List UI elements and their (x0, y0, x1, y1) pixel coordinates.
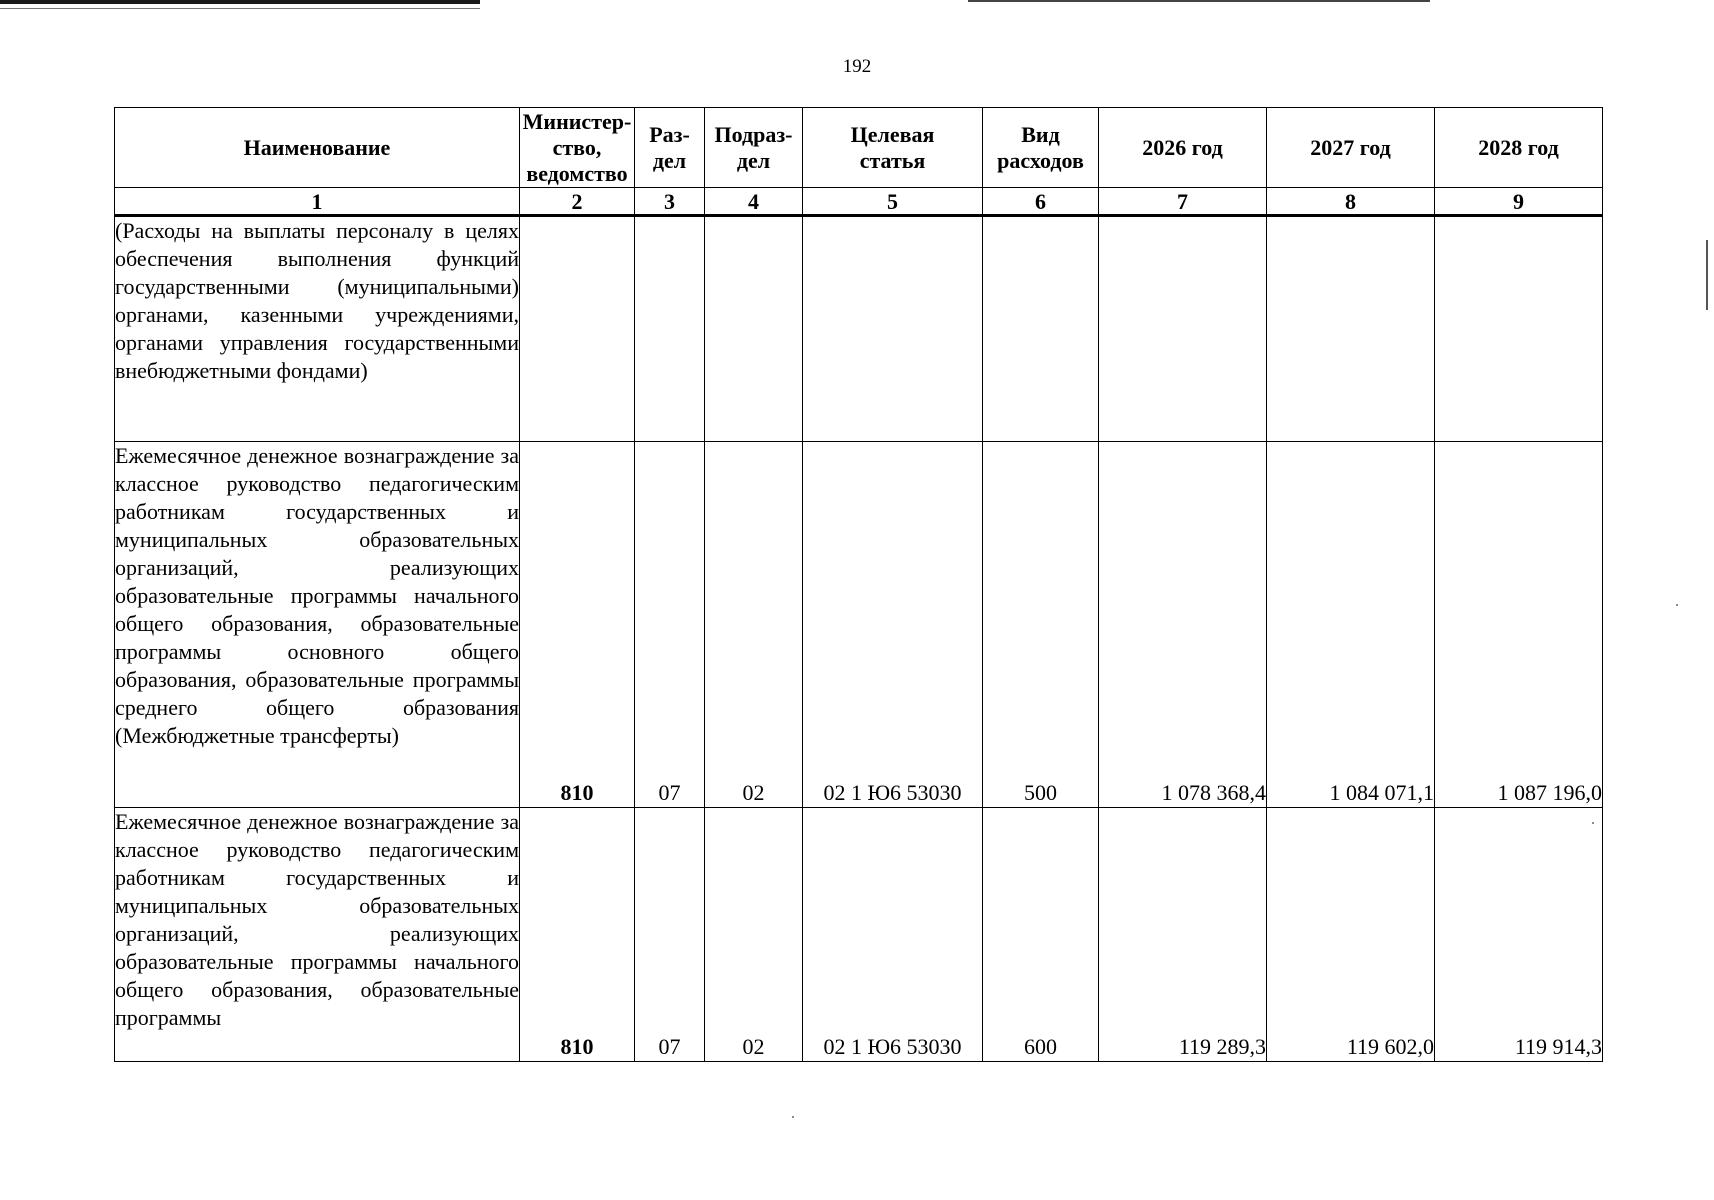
row-2026 (1099, 216, 1267, 442)
row-expense-type: 600 (983, 808, 1099, 1062)
row-section: 07 (635, 442, 705, 808)
column-number: 2 (520, 188, 635, 216)
table-header-row (115, 108, 1603, 188)
column-number: 8 (1267, 188, 1435, 216)
header-section: Раз-дел (635, 108, 705, 188)
header-subsection: Подраз-дел (705, 108, 803, 188)
column-number-row (115, 188, 1603, 216)
row-2026: 1 078 368,4 (1099, 442, 1267, 808)
row-2026: 119 289,3 (1099, 808, 1267, 1062)
header-target: Целевая статья (803, 108, 983, 188)
row-target: 02 1 Ю6 53030 (803, 808, 983, 1062)
row-subsection: 02 (705, 808, 803, 1062)
row-subsection: 02 (705, 442, 803, 808)
row-2027 (1267, 216, 1435, 442)
column-number: 9 (1435, 188, 1603, 216)
table-row (115, 808, 1603, 1062)
row-subsection (705, 216, 803, 442)
column-number: 4 (705, 188, 803, 216)
row-ministry (520, 216, 635, 442)
scan-edge-line (0, 8, 480, 9)
column-number: 6 (983, 188, 1099, 216)
row-name-cell (115, 808, 520, 1062)
row-name: Ежемесячное денежное вознаграждение за классное руководство педагогическим работникам государственных и муниципальных образовательных организаций, реализующих образовательные программы начального общего образования, образовательные программы (115, 809, 519, 1030)
row-2027: 119 602,0 (1267, 808, 1435, 1062)
row-expense-type (983, 216, 1099, 442)
row-expense-type: 500 (983, 442, 1099, 808)
page-number: 192 (842, 56, 872, 77)
row-name: Ежемесячное денежное вознаграждение за классное руководство педагогическим работникам государственных и муниципальных образовательных организаций, реализующих образовательные программы начального общего образования, образовательные программы основного общего образования, образовательные программы среднего общего образования (Межбюджетные трансферты) (115, 442, 520, 808)
header-ministry: Министер-ство, ведомство (520, 108, 635, 188)
budget-table (114, 107, 1603, 1062)
table-row (115, 216, 1603, 442)
row-2027: 1 084 071,1 (1267, 442, 1435, 808)
row-section: 07 (635, 808, 705, 1062)
scan-edge-line (0, 0, 480, 4)
row-2028: 119 914,3 (1435, 808, 1603, 1062)
scan-speck (792, 1116, 794, 1118)
row-name: (Расходы на выплаты персоналу в целях обеспечения выполнения функций государственными (муниципальными) органами, казенными учреждениями, органами управления государственными внебюджетными фондами) (115, 216, 520, 442)
header-expense-type: Вид расходов (983, 108, 1099, 188)
scan-edge-line (1706, 240, 1708, 310)
column-number: 5 (803, 188, 983, 216)
row-ministry: 810 (520, 808, 635, 1062)
column-number: 3 (635, 188, 705, 216)
scan-edge-line (968, 0, 1430, 2)
table-row (115, 442, 1603, 808)
header-2028: 2028 год (1435, 108, 1603, 188)
row-2028 (1435, 216, 1603, 442)
row-ministry: 810 (520, 442, 635, 808)
row-section (635, 216, 705, 442)
row-target (803, 216, 983, 442)
column-number: 1 (115, 188, 520, 216)
row-target: 02 1 Ю6 53030 (803, 442, 983, 808)
scan-speck (1676, 604, 1678, 606)
header-name: Наименование (115, 108, 520, 188)
column-number: 7 (1099, 188, 1267, 216)
header-2027: 2027 год (1267, 108, 1435, 188)
row-2028: 1 087 196,0 (1435, 442, 1603, 808)
header-2026: 2026 год (1099, 108, 1267, 188)
